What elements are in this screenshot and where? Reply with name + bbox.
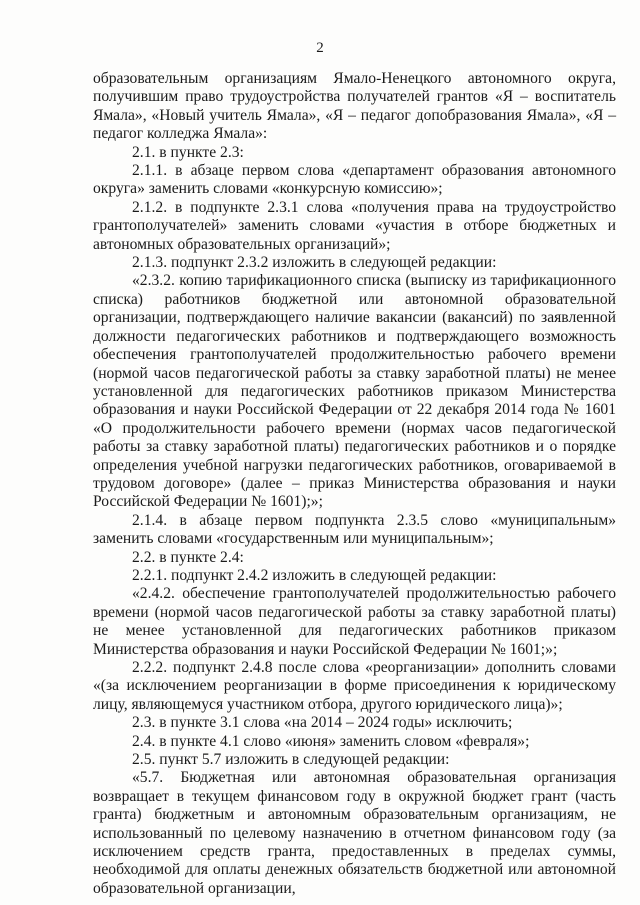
paragraph-2-3: 2.3. в пункте 3.1 слова «на 2014 – 2024 годы» исключить; (132, 714, 513, 732)
paragraph-2-1-4: 2.1.4. в абзаце первом подпункта 2.3.5 слово «муниципальным» заменить словами «государственным или муниципальным»; (93, 511, 616, 548)
page-number: 2 (316, 40, 324, 56)
paragraph-2-4: 2.4. в пункте 4.1 слово «июня» заменить словом «февраля»; (132, 732, 530, 750)
paragraph-2-1: 2.1. в пункте 2.3: (132, 143, 244, 161)
paragraph-2-2-2: 2.2.2. подпункт 2.4.8 после слова «реорганизации» дополнить словами «(за исключением реорганизации в форме присоединения к юридическому лицу, являющемуся участником отбора, другого юридического лица)»; (93, 659, 616, 713)
document-body (93, 70, 616, 898)
paragraph-5-7-text: «5.7. Бюджетная или автономная образовательная организация возвращает в текущем финансовом году в окружной бюджет грант (часть гранта) бюджетным и автономным образовательным организациям, не использованный по целевому назначению в отчетном финансовом году (за исключением средств гранта, предоставленных в пределах суммы, необходимой для оплаты денежных обязательств бюджетной или автономной образовательной организации, (93, 769, 616, 897)
paragraph-intro: образовательным организациям Ямало-Ненецкого автономного округа, получившим право трудоустройства получателей грантов «Я – воспитатель Ямала», «Новый учитель Ямала», «Я – педагог допобразования Ямала», «Я – педагог колледжа Ямала»: (93, 70, 616, 143)
paragraph-2-1-3: 2.1.3. подпункт 2.3.2 изложить в следующей редакции: (132, 254, 497, 272)
paragraph-2-1-1: 2.1.1. в абзаце первом слова «департамент образования автономного округа» заменить словами «конкурсную комиссию»; (93, 162, 616, 198)
paragraph-2-3-2-text: «2.3.2. копию тарификационного списка (выписку из тарификационного списка) работников бюджетной или автономной образовательной организации, подтверждающего наличие вакансии (вакансий) по заявленной должности педагогических работников и подтверждающего возможность обеспечения грантополучателей продолжительностью рабочего времени (нормой часов педагогической работы за ставку заработной платы) не менее установленной для педагогических работников приказом Министерства образования и науки Российской Федерации от 22 декабря 2014 года № 1601 «О продолжительности рабочего времени (нормах часов педагогической работы за ставку заработной платы) педагогических работников и о порядке определения учебной нагрузки педагогических работников, оговариваемой в трудовом договоре» (далее – приказ Министерства образования и науки Российской Федерации № 1601);»; (93, 272, 616, 511)
paragraph-2-2: 2.2. в пункте 2.4: (132, 548, 244, 566)
paragraph-2-5: 2.5. пункт 5.7 изложить в следующей редакции: (132, 751, 450, 769)
paragraph-2-4-2-text: «2.4.2. обеспечение грантополучателей продолжительностью рабочего времени (нормой часов педагогической работы за ставку заработной платы) не менее установленной для педагогических работников приказом Министерства образования и науки Российской Федерации № 1601;»; (93, 585, 616, 658)
paragraph-2-1-2: 2.1.2. в подпункте 2.3.1 слова «получения права на трудоустройство грантополучателей» заменить словами «участия в отборе бюджетных и автономных образовательных организаций»; (93, 198, 616, 253)
paragraph-2-2-1: 2.2.1. подпункт 2.4.2 изложить в следующей редакции: (132, 566, 497, 584)
